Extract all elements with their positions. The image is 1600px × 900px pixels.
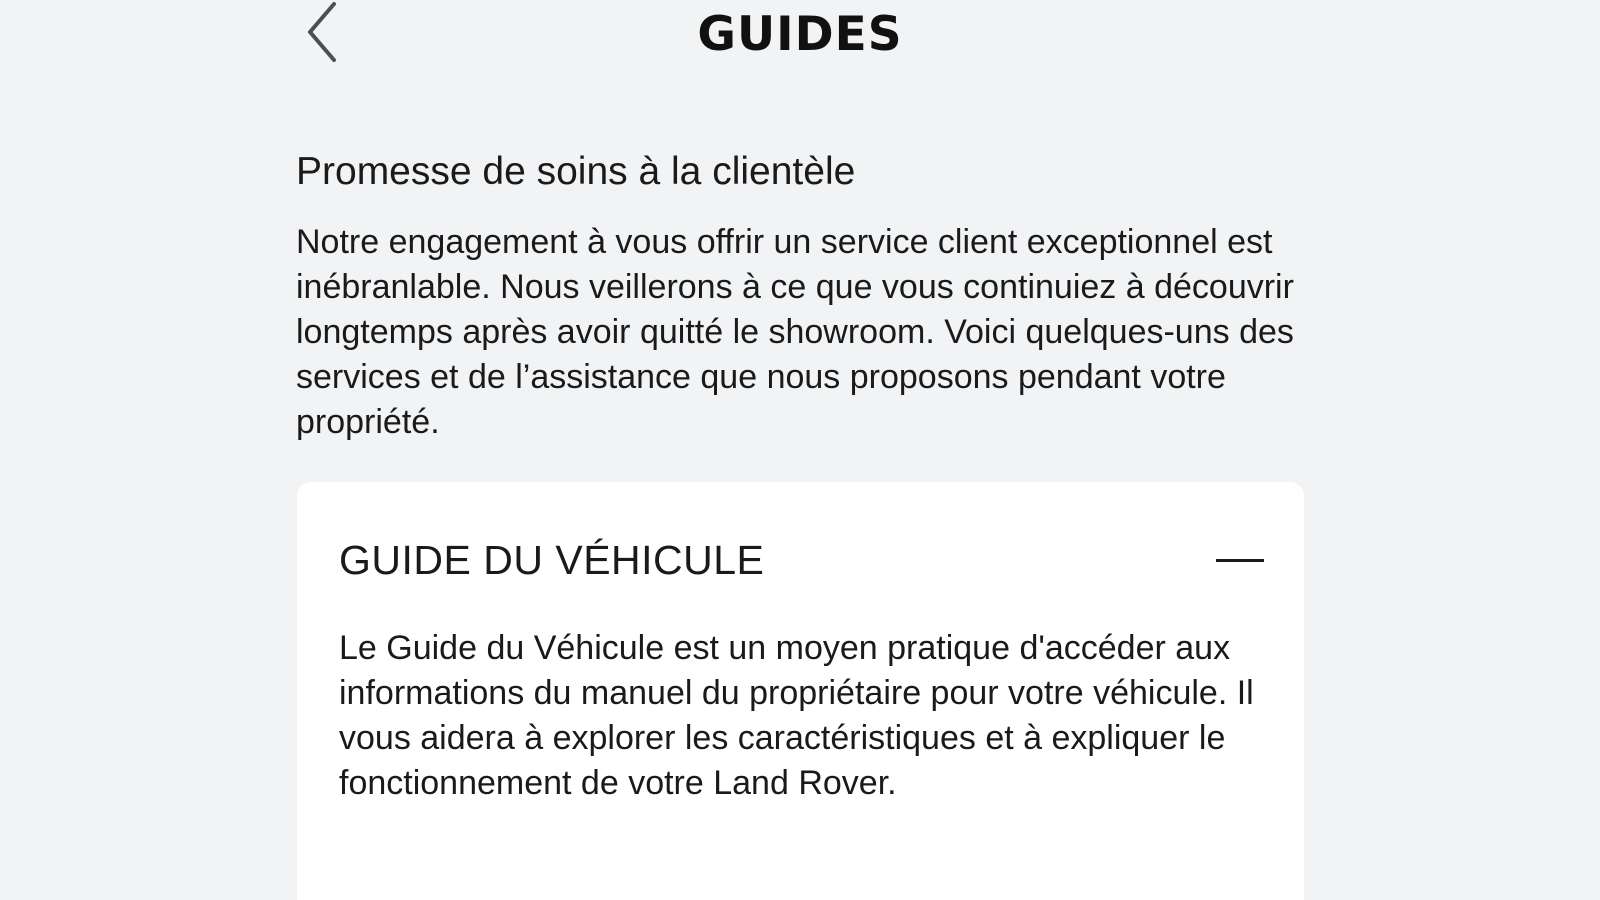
section-heading: Promesse de soins à la clientèle [296,150,856,193]
accordion-title: GUIDE DU VÉHICULE [339,536,765,583]
vehicle-guide-accordion-header[interactable] [339,528,1264,592]
page-title: GUIDES [697,7,903,62]
header-bar [0,0,1600,72]
intro-text: Notre engagement à vous offrir un service client exceptionnel est inébranlable. Nous veillerons à ce que vous continuiez à découvrir longtemps après avoir quitté le showroom. Voici quelques-uns des services et de l’assistance que nous proposons pendant votre propriété. [296,223,1294,441]
intro-section [296,146,1306,445]
vehicle-guide-card [297,482,1304,900]
accordion-body-text: Le Guide du Véhicule est un moyen pratique d'accéder aux informations du manuel du propriétaire pour votre véhicule. Il vous aidera à explorer les caractéristiques et à expliquer le fonctionnement de votre Land Rover. [339,629,1254,802]
minus-icon[interactable] [1216,540,1264,580]
